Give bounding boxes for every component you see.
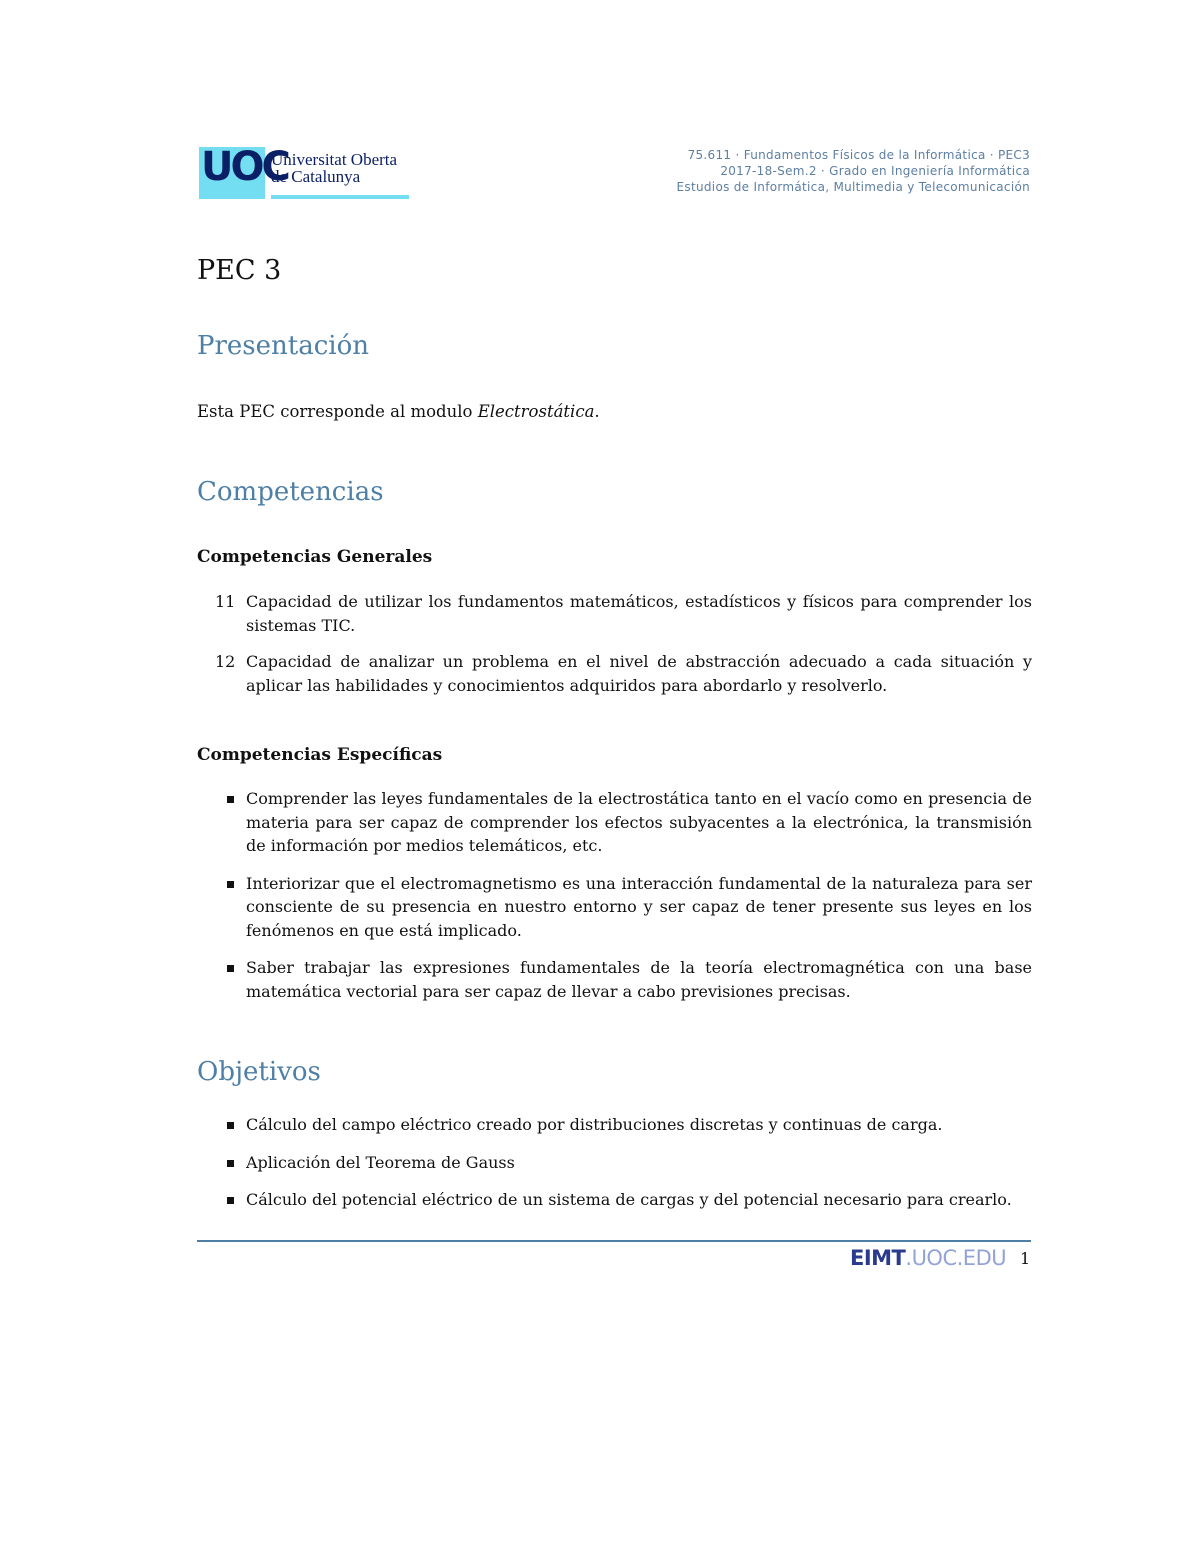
subheading-general: Competencias Generales: [197, 547, 433, 567]
list-item: [197, 787, 1032, 858]
section-heading-presentacion: Presentación: [197, 331, 370, 361]
subheading-specific: Competencias Específicas: [197, 745, 443, 765]
list-item: [197, 872, 1032, 943]
logo-underbar: [271, 195, 409, 199]
item-text: Interiorizar que el electromagnetismo es una interacción fundamental de la naturaleza para ser consciente de su presencia en nuestro entorno y ser capaz de tener presente sus leyes en los fenómenos en que está implicado.: [246, 873, 1032, 940]
objectives-list: [197, 1113, 1032, 1212]
logo-mark: UOC: [201, 144, 288, 190]
footer-brand-strong: EIMT: [850, 1246, 906, 1270]
term-line: 2017-18-Sem.2 · Grado en Ingeniería Informática: [720, 164, 1030, 178]
item-number: 12: [215, 652, 236, 671]
bullet-icon: [227, 1197, 234, 1204]
logo-name: [271, 151, 397, 185]
item-text: Cálculo del potencial eléctrico de un sistema de cargas y del potencial necesario para crearlo.: [246, 1190, 1012, 1209]
logo-name-line2: de Catalunya: [271, 167, 361, 186]
logo-name-line1: Universitat Oberta: [271, 150, 398, 169]
footer-rule: [197, 1240, 1031, 1242]
item-number: 11: [215, 592, 236, 611]
header-info: [677, 147, 1030, 195]
list-item: [197, 650, 1032, 697]
bullet-icon: [227, 796, 234, 803]
studies-line: Estudios de Informática, Multimedia y Telecomunicación: [676, 180, 1030, 194]
item-text: Saber trabajar las expresiones fundamentales de la teoría electromagnética con una base matemática vectorial para ser capaz de llevar a cabo previsiones precisas.: [246, 958, 1032, 1001]
item-text: Comprender las leyes fundamentales de la electrostática tanto en el vacío como en presencia de materia para ser capaz de comprender los efectos subyacentes a la electrónica, la transmisión de información por medios telemáticos, etc.: [246, 789, 1032, 855]
footer-brand-logo: [850, 1245, 1006, 1271]
section-heading-objetivos: Objetivos: [197, 1057, 321, 1087]
course-line: 75.611 · Fundamentos Físicos de la Informática · PEC3: [687, 148, 1030, 162]
item-text: Capacidad de analizar un problema en el nivel de abstracción adecuado a cada situación y aplicar las habilidades y conocimientos adquiridos para abordarlo y resolverlo.: [246, 652, 1032, 695]
presentation-text-emphasis: Electrostática: [477, 402, 595, 421]
page-title: PEC 3: [197, 255, 282, 286]
item-text: Cálculo del campo eléctrico creado por distribuciones discretas y continuas de carga.: [246, 1115, 943, 1134]
item-text: Capacidad de utilizar los fundamentos matemáticos, estadísticos y físicos para comprender los sistemas TIC.: [246, 592, 1032, 635]
uoc-logo: [199, 144, 409, 199]
presentation-text-before: Esta PEC corresponde al modulo: [197, 402, 478, 421]
specific-competencies-list: [197, 787, 1032, 1003]
presentation-text-after: .: [594, 402, 600, 421]
list-item: [197, 956, 1032, 1003]
bullet-icon: [227, 1160, 234, 1167]
presentation-text: [197, 400, 600, 424]
bullet-icon: [227, 881, 234, 888]
bullet-icon: [227, 965, 234, 972]
item-text: Aplicación del Teorema de Gauss: [246, 1152, 515, 1172]
general-competencies-list: [197, 590, 1032, 697]
list-item: [197, 1113, 1032, 1137]
page-number: 1: [1020, 1249, 1031, 1268]
bullet-icon: [227, 1122, 234, 1129]
section-heading-competencias: Competencias: [197, 477, 384, 507]
list-item: [197, 1188, 1032, 1212]
footer-brand-light: .UOC.EDU: [905, 1246, 1007, 1270]
list-item: [197, 590, 1032, 637]
list-item: [197, 1151, 1032, 1175]
